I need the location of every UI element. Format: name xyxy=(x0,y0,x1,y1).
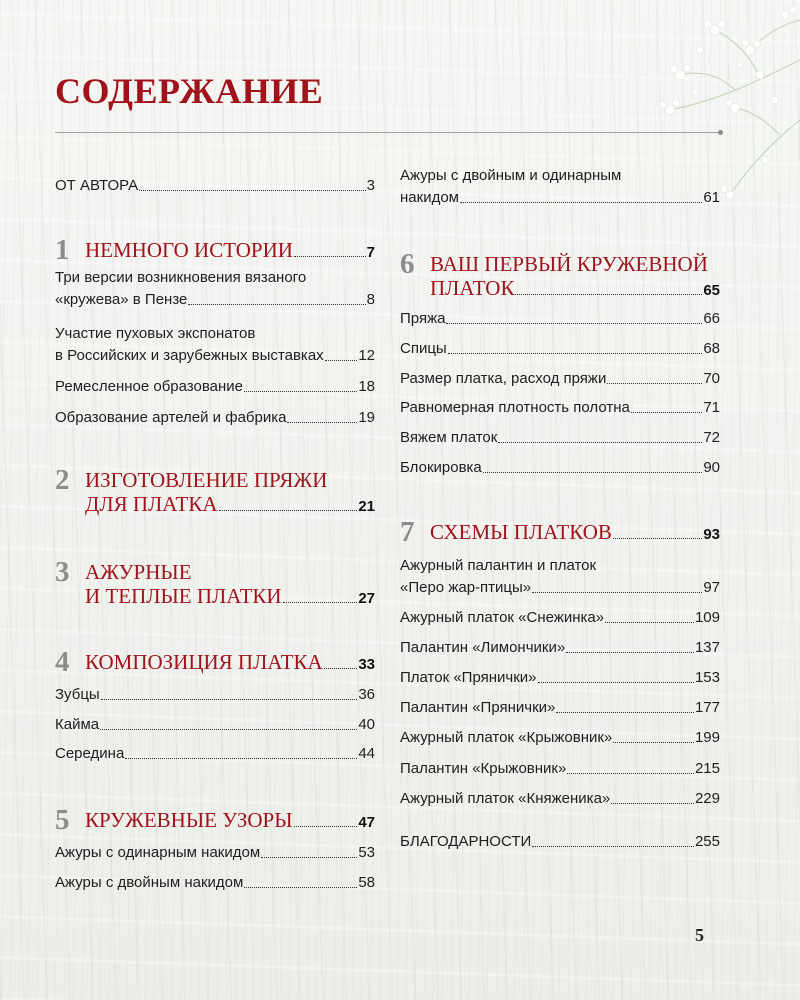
divider-dot xyxy=(718,130,723,135)
leader-dots xyxy=(446,323,702,324)
toc-entry-intro[interactable] xyxy=(55,175,375,197)
leader-dots xyxy=(448,353,703,354)
toc-entry[interactable] xyxy=(400,788,720,810)
leader-dots xyxy=(139,190,365,191)
toc-entry[interactable] xyxy=(400,758,720,780)
toc-page-number: 199 xyxy=(694,729,720,746)
toc-page-number: 177 xyxy=(694,699,720,716)
section-number: 1 xyxy=(55,234,70,266)
toc-page-number: 3 xyxy=(366,177,375,194)
leader-dots xyxy=(613,538,702,539)
leader-dots xyxy=(538,682,694,683)
toc-entry-label: Вяжем платок xyxy=(400,429,498,446)
toc-entry[interactable] xyxy=(55,743,375,765)
leader-dots xyxy=(532,846,694,847)
section-page-number: 33 xyxy=(358,656,375,673)
toc-page-number: 153 xyxy=(694,669,720,686)
leader-dots xyxy=(219,510,358,511)
toc-page-number: 19 xyxy=(358,409,375,426)
toc-page-number: 229 xyxy=(694,790,720,807)
toc-page-number: 58 xyxy=(358,874,375,891)
leader-dots xyxy=(125,758,357,759)
toc-page-number: 215 xyxy=(694,760,720,777)
section-title: СХЕМЫ ПЛАТКОВ xyxy=(430,520,612,544)
toc-entry[interactable] xyxy=(400,607,720,629)
toc-entry-label: Ажуры с двойным накидом xyxy=(55,874,244,891)
leader-dots xyxy=(100,729,357,730)
section-page-number: 65 xyxy=(703,282,720,299)
toc-entry-label: Палантин «Лимончики» xyxy=(400,639,566,656)
leader-dots xyxy=(325,360,358,361)
section-title: ПЛАТОК xyxy=(430,276,515,300)
toc-entry[interactable] xyxy=(400,727,720,749)
section-1-heading[interactable] xyxy=(55,234,375,266)
toc-entry-label: БЛАГОДАРНОСТИ xyxy=(400,833,532,850)
toc-entry-label: Ремесленное образование xyxy=(55,378,244,395)
toc-entry-label: Равномерная плотность полотна xyxy=(400,399,630,416)
section-title: АЖУРНЫЕ xyxy=(85,560,192,584)
section-title: КОМПОЗИЦИЯ ПЛАТКА xyxy=(85,650,323,674)
toc-entry-label: «Перо жар-птицы» xyxy=(400,579,532,596)
section-title: НЕМНОГО ИСТОРИИ xyxy=(85,238,293,262)
leader-dots xyxy=(605,622,694,623)
leader-dots xyxy=(566,652,694,653)
leader-dots xyxy=(567,773,694,774)
toc-page-number: 66 xyxy=(703,310,720,327)
leader-dots xyxy=(483,472,703,473)
toc-entry-label: «кружева» в Пензе xyxy=(55,291,188,308)
leader-dots xyxy=(611,803,694,804)
toc-page-number: 18 xyxy=(358,378,375,395)
leader-dots xyxy=(613,742,694,743)
leader-dots xyxy=(607,383,702,384)
toc-page-number: 97 xyxy=(703,579,720,596)
section-6-heading[interactable] xyxy=(400,248,720,300)
toc-page-number: 70 xyxy=(703,370,720,387)
toc-page-number: 90 xyxy=(703,459,720,476)
leader-dots xyxy=(460,202,702,203)
toc-entry[interactable] xyxy=(400,338,720,360)
toc-entry[interactable] xyxy=(55,684,375,706)
leader-dots xyxy=(244,391,357,392)
toc-entry-label: Ажурный платок «Княженика» xyxy=(400,790,611,807)
toc-page-number: 68 xyxy=(703,340,720,357)
toc-entry-label: накидом xyxy=(400,189,459,206)
toc-entry-label: Образование артелей и фабрика xyxy=(55,409,287,426)
section-4-heading[interactable] xyxy=(55,646,375,678)
toc-entry-label: Ажуры с двойным и одинарным xyxy=(400,167,622,184)
toc-page-number: 12 xyxy=(358,347,375,364)
section-number: 4 xyxy=(55,646,70,678)
section-2-heading[interactable] xyxy=(55,464,375,516)
toc-entry-label: Кайма xyxy=(55,716,100,733)
toc-entry[interactable] xyxy=(55,376,375,398)
section-page-number: 21 xyxy=(358,498,375,515)
toc-entry-label: Пряжа xyxy=(400,310,446,327)
toc-entry[interactable] xyxy=(55,323,375,367)
section-3-heading[interactable] xyxy=(55,556,375,608)
leader-dots xyxy=(101,699,358,700)
toc-page-number: 8 xyxy=(366,291,375,308)
toc-entry-outro[interactable] xyxy=(400,831,720,853)
toc-entry[interactable] xyxy=(400,308,720,330)
toc-entry[interactable] xyxy=(400,697,720,719)
toc-entry[interactable] xyxy=(55,872,375,894)
toc-entry[interactable] xyxy=(55,714,375,736)
toc-entry-label: Размер платка, расход пряжи xyxy=(400,370,607,387)
toc-entry-label: Участие пуховых экспонатов xyxy=(55,325,256,342)
toc-entry-label: в Российских и зарубежных выставках xyxy=(55,347,324,364)
toc-entry-label: Середина xyxy=(55,745,125,762)
leader-dots xyxy=(244,887,357,888)
title-divider xyxy=(55,132,720,133)
toc-entry-label: Ажуры с одинарным накидом xyxy=(55,844,261,861)
toc-page-number: 53 xyxy=(358,844,375,861)
toc-page-number: 71 xyxy=(703,399,720,416)
section-number: 6 xyxy=(400,248,415,280)
leader-dots xyxy=(261,857,357,858)
toc-page-number: 44 xyxy=(358,745,375,762)
leader-dots xyxy=(287,422,357,423)
toc-page-number: 72 xyxy=(703,429,720,446)
section-page-number: 7 xyxy=(366,244,375,261)
toc-entry-label: Спицы xyxy=(400,340,447,357)
section-title: ДЛЯ ПЛАТКА xyxy=(85,492,218,516)
toc-entry-label: Ажурный палантин и платок xyxy=(400,557,597,574)
leader-dots xyxy=(294,826,358,827)
toc-entry-label: Ажурный платок «Снежинка» xyxy=(400,609,605,626)
toc-entry[interactable] xyxy=(400,637,720,659)
page-title: СОДЕРЖАНИЕ xyxy=(55,71,324,111)
toc-entry[interactable] xyxy=(400,667,720,689)
toc-page-number: 255 xyxy=(694,833,720,850)
toc-entry[interactable] xyxy=(400,165,720,209)
toc-page-number: 109 xyxy=(694,609,720,626)
toc-entry[interactable] xyxy=(55,267,375,311)
toc-entry-label: Платок «Прянички» xyxy=(400,669,537,686)
toc-entry[interactable] xyxy=(400,397,720,419)
section-number: 2 xyxy=(55,464,70,496)
section-title: И ТЕПЛЫЕ ПЛАТКИ xyxy=(85,584,282,608)
leader-dots xyxy=(556,712,694,713)
section-title: ВАШ ПЕРВЫЙ КРУЖЕВНОЙ xyxy=(430,252,708,276)
leader-dots xyxy=(498,442,702,443)
toc-entry[interactable] xyxy=(55,407,375,429)
toc-entry-label: Три версии возникновения вязаного xyxy=(55,269,307,286)
leader-dots xyxy=(324,668,358,669)
toc-entry-label: Палантин «Прянички» xyxy=(400,699,556,716)
toc-entry-label: Палантин «Крыжовник» xyxy=(400,760,567,777)
section-5-heading[interactable] xyxy=(55,804,375,836)
leader-dots xyxy=(283,602,358,603)
leader-dots xyxy=(188,304,365,305)
section-7-heading[interactable] xyxy=(400,516,720,548)
section-number: 7 xyxy=(400,516,415,548)
section-page-number: 27 xyxy=(358,590,375,607)
toc-entry-label: Зубцы xyxy=(55,686,100,703)
toc-entry[interactable] xyxy=(400,555,720,599)
toc-entry[interactable] xyxy=(400,457,720,479)
section-number: 5 xyxy=(55,804,70,836)
section-page-number: 93 xyxy=(703,526,720,543)
leader-dots xyxy=(631,412,702,413)
section-title: КРУЖЕВНЫЕ УЗОРЫ xyxy=(85,808,293,832)
toc-entry[interactable] xyxy=(400,368,720,390)
section-number: 3 xyxy=(55,556,70,588)
toc-entry-label: ОТ АВТОРА xyxy=(55,177,139,194)
leader-dots xyxy=(294,256,366,257)
section-title: ИЗГОТОВЛЕНИЕ ПРЯЖИ xyxy=(85,468,328,492)
toc-page-number: 61 xyxy=(703,189,720,206)
toc-page-number: 36 xyxy=(358,686,375,703)
toc-page-number: 40 xyxy=(358,716,375,733)
leader-dots xyxy=(515,294,702,295)
leader-dots xyxy=(532,592,702,593)
page-folio: 5 xyxy=(695,925,704,945)
toc-entry[interactable] xyxy=(55,842,375,864)
toc-entry-label: Ажурный платок «Крыжовник» xyxy=(400,729,613,746)
toc-page-number: 137 xyxy=(694,639,720,656)
toc-entry[interactable] xyxy=(400,427,720,449)
toc-entry-label: Блокировка xyxy=(400,459,482,476)
section-page-number: 47 xyxy=(358,814,375,831)
